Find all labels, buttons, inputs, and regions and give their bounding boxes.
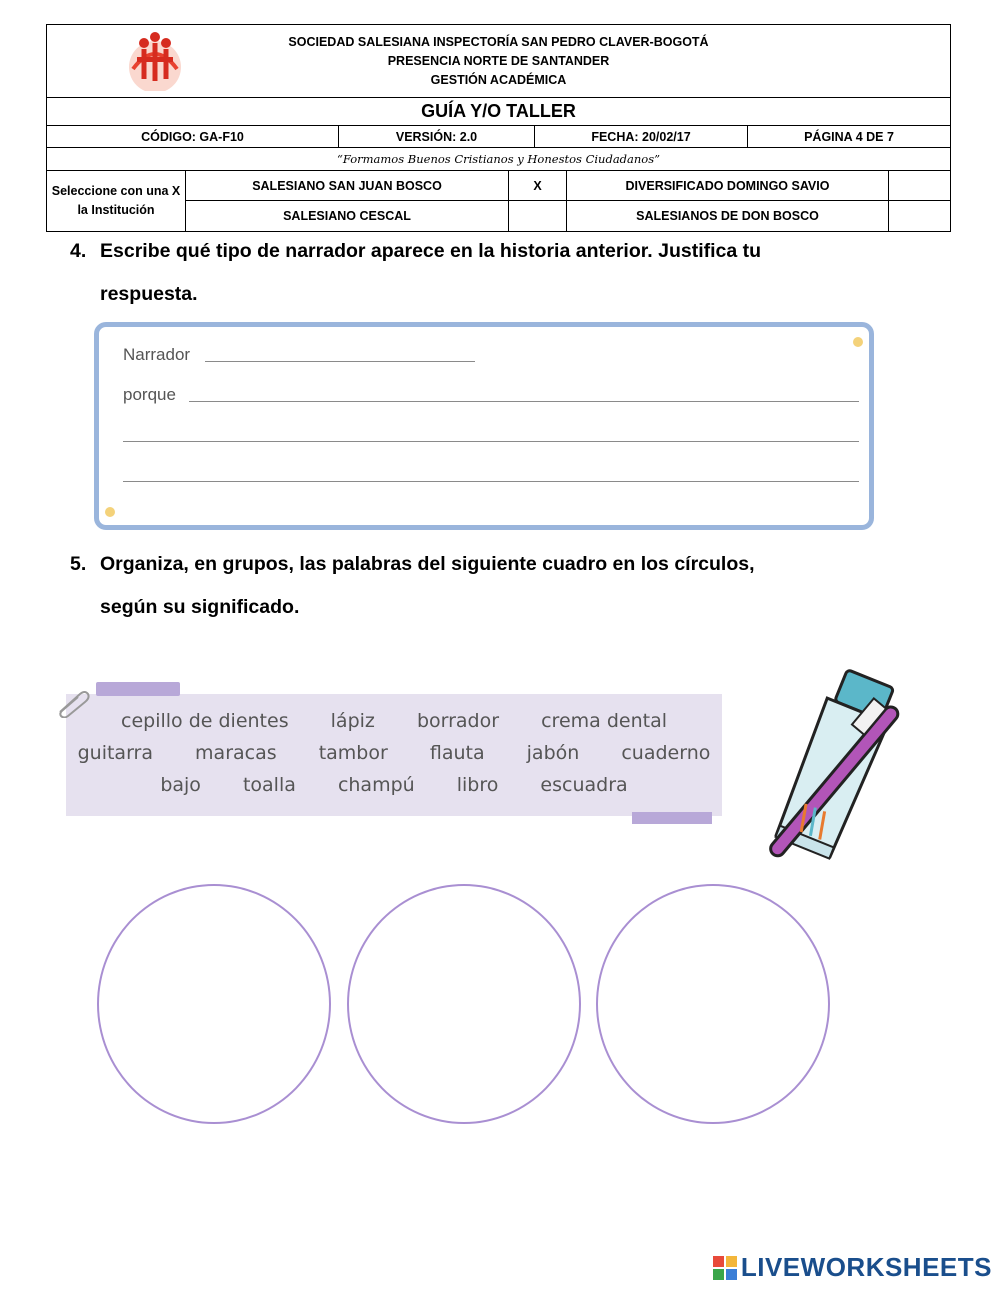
org-header (47, 25, 950, 98)
codigo-cell: CÓDIGO: GA-F10 (47, 126, 339, 147)
porque-answer-line-3[interactable] (123, 481, 859, 482)
word-row-2 (66, 742, 722, 764)
document-header (46, 24, 951, 232)
question-4-number: 4. (70, 240, 87, 262)
institution-4-name: SALESIANOS DE DON BOSCO (567, 201, 889, 231)
question-5 (70, 543, 912, 629)
word-row-1 (66, 710, 722, 732)
select-institution-label: Seleccione con una X la Institución (47, 171, 186, 231)
word-item: crema dental (541, 710, 667, 732)
word-item: libro (456, 774, 499, 796)
salesian-logo-icon (125, 29, 185, 91)
institution-4-mark[interactable] (889, 201, 950, 231)
decor-dot-icon (105, 507, 115, 517)
org-line-1: SOCIEDAD SALESIANA INSPECTORÍA SAN PEDRO CLAVER-BOGOTÁ (288, 35, 709, 49)
group-circle-1[interactable] (97, 884, 331, 1124)
word-item: maracas (195, 742, 277, 764)
institution-3-name: SALESIANO CESCAL (186, 201, 509, 231)
word-item: escuadra (540, 774, 628, 796)
narrador-answer-line[interactable] (205, 361, 475, 362)
pagina-cell: PÁGINA 4 DE 7 (804, 129, 894, 144)
word-item: tambor (318, 742, 388, 764)
question-5-text-line2: según su significado. (100, 596, 300, 618)
org-line-3: GESTIÓN ACADÉMICA (430, 73, 567, 87)
institution-3-mark[interactable] (509, 201, 567, 231)
org-line-2: PRESENCIA NORTE DE SANTANDER (387, 54, 610, 68)
tab-decoration (96, 682, 180, 696)
word-item: cuaderno (621, 742, 711, 764)
fecha-cell: FECHA: 20/02/17 (535, 126, 748, 147)
decor-dot-icon (853, 337, 863, 347)
institution-1-mark[interactable]: X (509, 171, 567, 200)
narrador-label: Narrador (123, 345, 191, 364)
word-item: champú (337, 774, 415, 796)
version-cell: VERSIÓN: 2.0 (339, 126, 535, 147)
word-item: cepillo de dientes (121, 710, 289, 732)
institution-1-name: SALESIANO SAN JUAN BOSCO (186, 171, 509, 200)
institution-2-name: DIVERSIFICADO DOMINGO SAVIO (567, 171, 889, 200)
word-item: toalla (242, 774, 296, 796)
institution-selector (47, 171, 950, 231)
toothpaste-toothbrush-icon (740, 662, 930, 872)
doc-title-text: GUÍA Y/O TALLER (421, 101, 576, 121)
question-4-text-line2: respuesta. (100, 283, 198, 305)
word-item: jabón (526, 742, 580, 764)
word-bank (66, 694, 722, 816)
institution-2-mark[interactable] (889, 171, 950, 200)
motto: “Formamos Buenos Cristianos y Honestos Ciudadanos” (47, 148, 950, 171)
word-item: bajo (160, 774, 201, 796)
tab-decoration (632, 812, 712, 824)
liveworksheets-logo-icon (712, 1255, 738, 1281)
porque-answer-line-2[interactable] (123, 441, 859, 442)
porque-label: porque (123, 385, 176, 404)
narrator-answer-box (94, 322, 874, 530)
word-row-3 (66, 774, 722, 796)
question-5-number: 5. (70, 553, 87, 575)
question-4-text-line1: Escribe qué tipo de narrador aparece en la historia anterior. Justifica tu (100, 240, 762, 262)
word-item: borrador (416, 710, 500, 732)
footer-brand (712, 1252, 992, 1283)
doc-meta-row (47, 126, 950, 148)
porque-answer-line-1[interactable] (189, 401, 859, 402)
brand-name: LIVEWORKSHEETS (740, 1252, 992, 1282)
doc-title (47, 98, 950, 126)
group-circle-2[interactable] (347, 884, 581, 1124)
word-item: flauta (429, 742, 485, 764)
group-circle-3[interactable] (596, 884, 830, 1124)
question-5-text-line1: Organiza, en grupos, las palabras del siguiente cuadro en los círculos, (100, 553, 755, 575)
word-item: guitarra (77, 742, 153, 764)
question-4 (70, 230, 912, 316)
word-item: lápiz (330, 710, 375, 732)
